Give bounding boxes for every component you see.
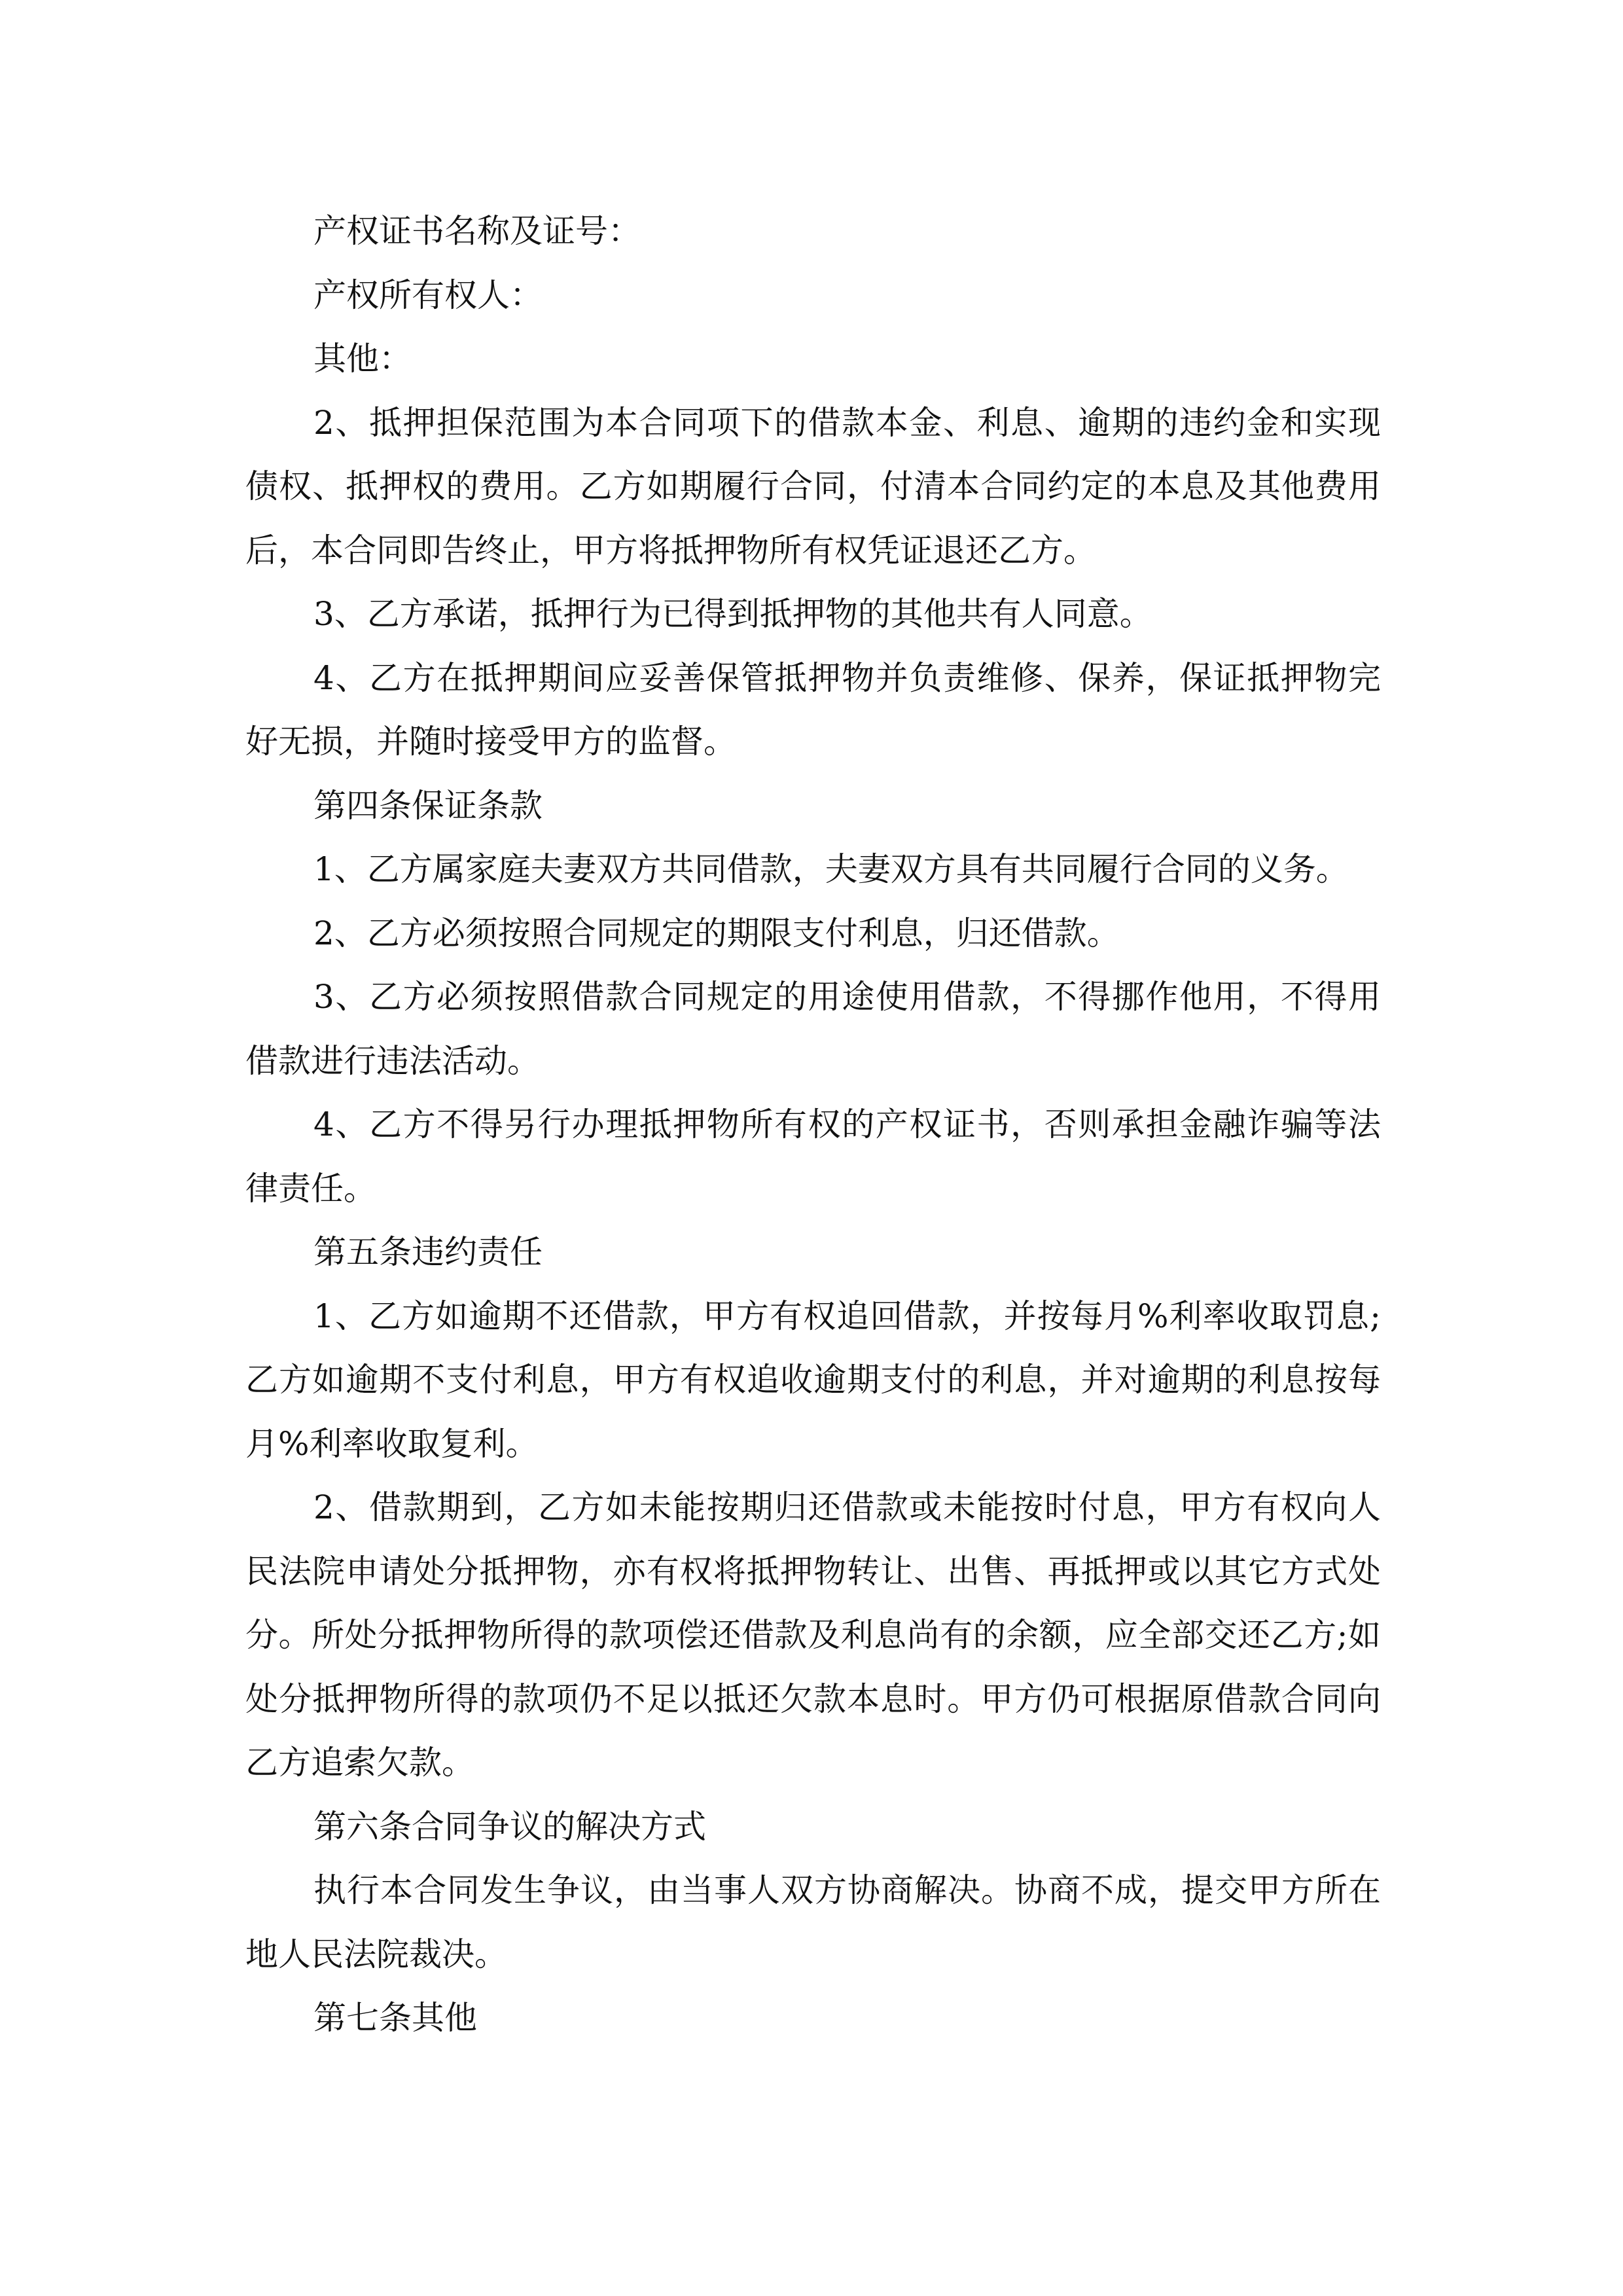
paragraph-dispute-resolution: 执行本合同发生争议，由当事人双方协商解决。协商不成，提交甲方所在地人民法院裁决。 xyxy=(245,1871,1381,1973)
paragraph-payment-terms: 2、乙方必须按照合同规定的期限支付利息，归还借款。 xyxy=(313,914,1120,952)
section-heading-guarantee: 第四条保证条款 xyxy=(313,786,543,825)
section-heading-other: 第七条其他 xyxy=(313,1999,477,2037)
paragraph-custody-duty: 4、乙方在抵押期间应妥善保管抵押物并负责维修、保养，保证抵押物完好无损，并随时接受甲方的监督。 xyxy=(245,658,1381,761)
document-body xyxy=(245,200,1381,2051)
paragraph-mortgage-scope: 2、抵押担保范围为本合同项下的借款本金、利息、逾期的违约金和实现债权、抵押权的费用。乙方如期履行合同，付清本合同约定的本息及其他费用后，本合同即告终止，甲方将抵押物所有权凭证退还乙方。 xyxy=(245,403,1381,569)
paragraph-no-duplicate-certificate: 4、乙方不得另行办理抵押物所有权的产权证书，否则承担金融诈骗等法律责任。 xyxy=(245,1105,1381,1208)
paragraph-other: 其他： xyxy=(313,340,412,378)
paragraph-co-owner-consent: 3、乙方承诺，抵押行为已得到抵押物的其他共有人同意。 xyxy=(313,595,1152,633)
paragraph-disposal-of-collateral: 2、借款期到，乙方如未能按期归还借款或未能按时付息，甲方有权向人民法院申请处分抵押物，亦有权将抵押物转让、出售、再抵押或以其它方式处分。所处分抵押物所得的款项偿还借款及利息尚有的余额，应全部交还乙方;如处分抵押物所得的款项仍不足以抵还欠款本息时。甲方仍可根据原借款合同向乙方追索欠款。 xyxy=(245,1488,1381,1782)
section-heading-dispute: 第六条合同争议的解决方式 xyxy=(313,1807,706,1846)
paragraph-property-certificate: 产权证书名称及证号： xyxy=(313,212,641,250)
paragraph-property-owner: 产权所有权人： xyxy=(313,276,543,314)
paragraph-loan-usage: 3、乙方必须按照借款合同规定的用途使用借款，不得挪作他用，不得用借款进行违法活动。 xyxy=(245,978,1381,1080)
paragraph-joint-borrowing: 1、乙方属家庭夫妻双方共同借款，夫妻双方具有共同履行合同的义务。 xyxy=(313,850,1349,888)
section-heading-liability: 第五条违约责任 xyxy=(313,1233,543,1271)
paragraph-overdue-penalty: 1、乙方如逾期不还借款，甲方有权追回借款，并按每月%利率收取罚息;乙方如逾期不支付利息，甲方有权追收逾期支付的利息，并对逾期的利息按每月%利率收取复利。 xyxy=(245,1297,1381,1463)
